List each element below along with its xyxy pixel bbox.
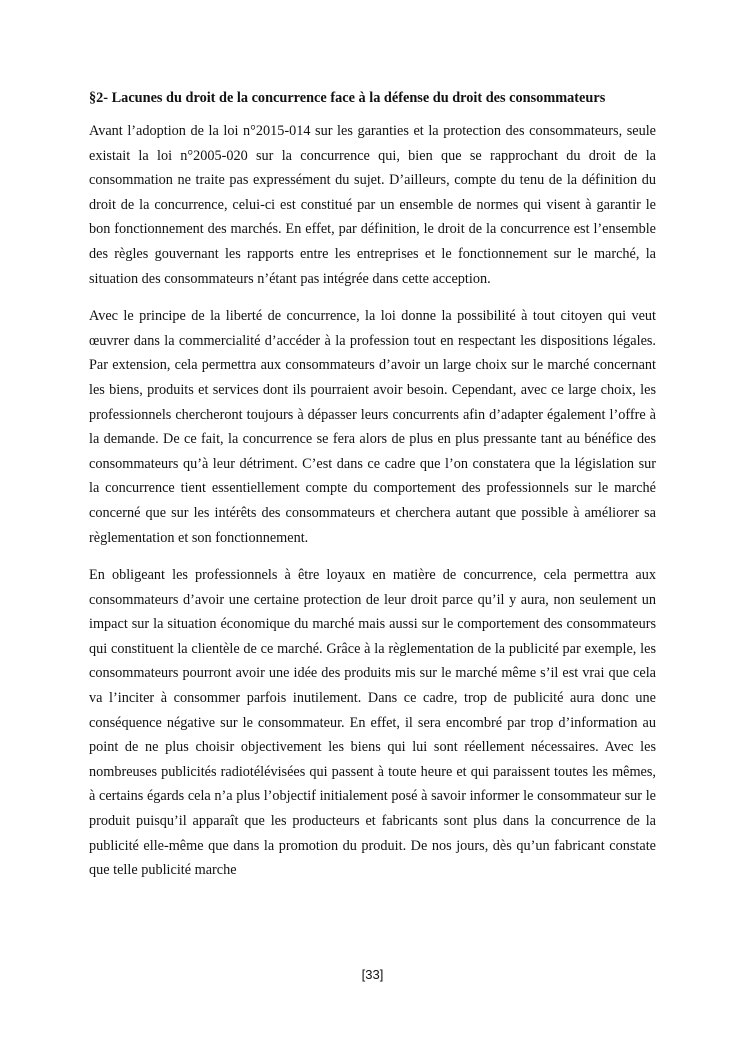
paragraph-1: Avant l’adoption de la loi n°2015-014 sur les garanties et la protection des consommateurs, seule existait la loi n°2005-020 sur la concurrence qui, bien que se rapprochant du droit de la consommation ne traite pas expressément du sujet. D’ailleurs, compte du tenu de la définition du droit de la concurrence, celui-ci est constitué par un ensemble de normes qui visent à garantir le bon fonctionnement des marchés. En effet, par définition, le droit de la concurrence est l’ensemble des règles gouvernant les rapports entre les entreprises et le fonctionnement sur le marché, la situation des consommateurs n’étant pas intégrée dans cette acception.: [89, 123, 656, 287]
paragraph-3: En obligeant les professionnels à être loyaux en matière de concurrence, cela permettra aux consommateurs d’avoir une certaine protection de leur droit parce qu’il y aura, non seulement un impact sur la situation économique du marché mais aussi sur le comportement des consommateurs qui constituent la clientèle de ce marché. Grâce à la règlementation de la publicité par exemple, les consommateurs pourront avoir une idée des produits mis sur le marché même s’il est vrai que cela va l’inciter à consommer parfois inutilement. Dans ce cadre, trop de publicité aura donc une conséquence négative sur le consommateur. En effet, il sera encombré par trop d’information au point de ne plus choisir objectivement les biens qui lui sont réellement nécessaires. Avec les nombreuses publicités radiotélévisées qui passent à toute heure et qui paraissent toutes les mêmes, à certains égards cela n’a plus l’objectif initialement posé à savoir informer le consommateur sur le produit puisqu’il apparaît que les producteurs et fabricants sont plus dans la concurrence de la publicité elle-même que dans la promotion du produit. De nos jours, dès qu’un fabricant constate que telle publicité marche: [89, 567, 656, 879]
page-number: [33]: [361, 967, 384, 982]
paragraph-2: Avec le principe de la liberté de concurrence, la loi donne la possibilité à tout citoyen qui veut œuvrer dans la commercialité d’accéder à la profession tout en respectant les dispositions légales. Par extension, cela permettra aux consommateurs d’avoir un large choix sur le marché concernant les biens, produits et services dont ils pourraient avoir besoin. Cependant, avec ce large choix, les professionnels chercheront toujours à dépasser leurs concurrents afin d’adapter également l’offre à la demande. De ce fait, la concurrence se fera alors de plus en plus pressante tant au bénéfice des consommateurs qu’à leur détriment. C’est dans ce cadre que l’on constatera que la législation sur la concurrence tient essentiellement compte du comportement des professionnels sur le marché concerné que sur les intérêts des consommateurs et cherchera autant que possible à améliorer sa règlementation et son fonctionnement.: [89, 308, 656, 546]
section-heading: §2- Lacunes du droit de la concurrence face à la défense du droit des consommateurs: [89, 90, 606, 106]
document-page: [89, 88, 656, 896]
